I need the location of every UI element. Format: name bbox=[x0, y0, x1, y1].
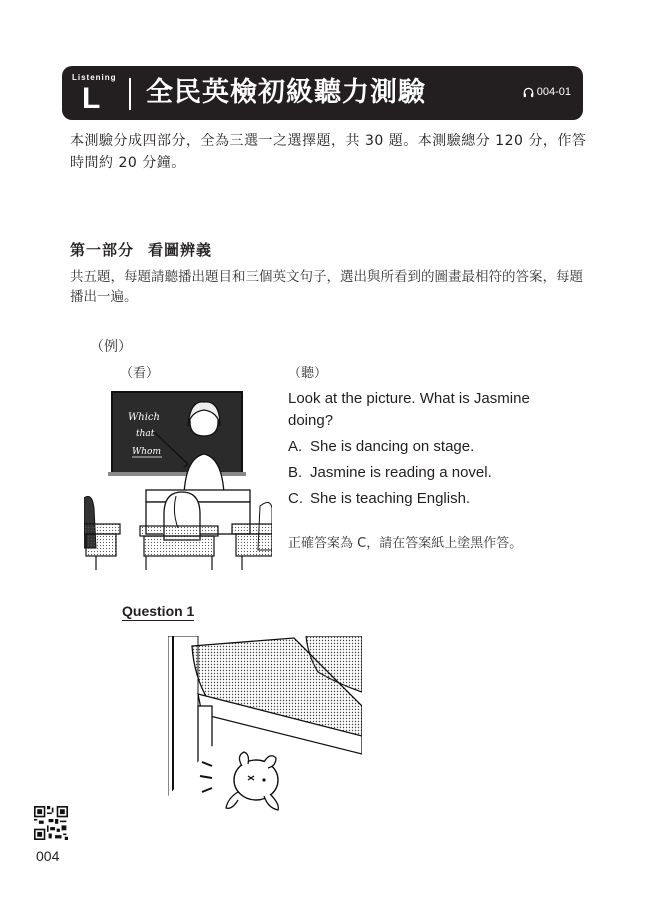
qr-code[interactable] bbox=[34, 806, 68, 840]
listen-label: （聽） bbox=[288, 366, 328, 381]
header-banner bbox=[62, 66, 583, 120]
option-letter: A. bbox=[288, 438, 303, 455]
option-text: She is teaching English. bbox=[310, 490, 471, 507]
listening-prompt: Look at the picture. What is Jasmine doing? bbox=[288, 390, 530, 429]
question-1-label: Question 1 bbox=[122, 603, 195, 619]
intro-text: 本測驗分成四部分，全為三選一之選擇題，共 30 題。本測驗總分 120 分，作答時間約 20 分鐘。 bbox=[70, 133, 587, 171]
page-title: 全民英檢初級聽力測驗 bbox=[146, 77, 426, 108]
option-b[interactable] bbox=[288, 460, 492, 486]
audio-track[interactable] bbox=[523, 85, 571, 99]
blackboard-word-3: Whom bbox=[132, 447, 161, 457]
part-name: 看圖辨義 bbox=[148, 241, 213, 259]
option-c[interactable] bbox=[288, 486, 492, 512]
classroom-illustration bbox=[84, 388, 272, 570]
option-letter: C. bbox=[288, 490, 303, 507]
header-divider bbox=[129, 78, 131, 110]
option-text: Jasmine is reading a novel. bbox=[310, 464, 492, 481]
option-a[interactable] bbox=[288, 434, 492, 460]
section-letter: L bbox=[82, 82, 101, 115]
answer-options bbox=[288, 434, 492, 512]
headphones-icon bbox=[523, 87, 534, 98]
page-number: 004 bbox=[36, 848, 60, 864]
example-label: （例） bbox=[90, 339, 132, 355]
option-text: She is dancing on stage. bbox=[310, 438, 475, 455]
look-label: （看） bbox=[120, 366, 160, 381]
answer-note: 正確答案為 C，請在答案紙上塗黑作答。 bbox=[288, 536, 523, 551]
part-heading bbox=[70, 240, 212, 260]
blackboard-word-2: that bbox=[136, 429, 155, 439]
section-kicker: Listening bbox=[72, 73, 117, 82]
part-description: 共五題，每題請聽播出題目和三個英文句子，選出與所看到的圖畫最相符的答案，每題播出一遍。 bbox=[70, 269, 583, 305]
question-1-illustration bbox=[168, 636, 362, 840]
audio-track-number: 004-01 bbox=[536, 86, 571, 98]
blackboard-word-1: Which bbox=[128, 412, 160, 423]
option-letter: B. bbox=[288, 464, 303, 481]
part-label: 第一部分 bbox=[70, 241, 135, 259]
